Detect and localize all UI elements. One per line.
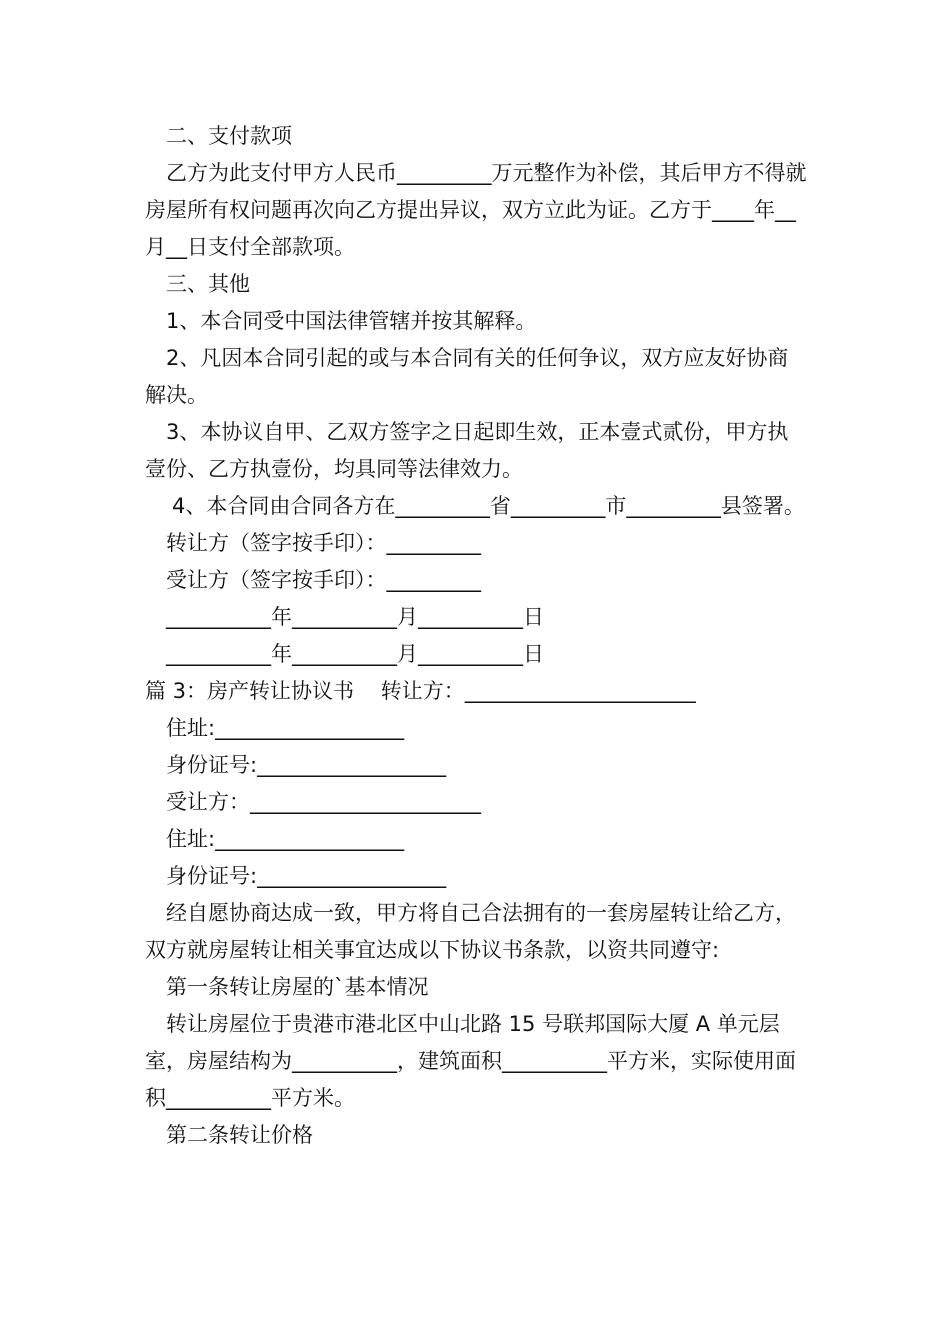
section-title-other: 三、其他 xyxy=(166,272,250,296)
article-1-content: 转让房屋位于贵港市港北区中山北路 15 号联邦国际大厦 A 单元层室，房屋结构为__________，建筑面积__________平方米，实际使用面积__________平方米。 xyxy=(145,1012,796,1110)
transferor-address-line: 住址:__________________ xyxy=(166,716,405,740)
clause-governing-law: 1、本合同受中国法律管辖并按其解释。 xyxy=(166,309,537,333)
clause-signing-place: 4、本合同由合同各方在_________省_________市_________县签署。 xyxy=(172,494,805,518)
transferee-signature-line: 受让方（签字按手印）：_________ xyxy=(166,568,481,592)
transferor-id-line: 身份证号:__________________ xyxy=(166,753,447,777)
document-body xyxy=(145,118,807,1154)
agreement-intro: 经自愿协商达成一致，甲方将自己合法拥有的一套房屋转让给乙方，双方就房屋转让相关事宜达成以下协议书条款，以资共同遵守: xyxy=(145,901,796,962)
clause-dispute-resolution: 2、凡因本合同引起的或与本合同有关的任何争议，双方应友好协商解决。 xyxy=(145,346,789,407)
transferor-signature-line: 转让方（签字按手印）：_________ xyxy=(166,531,481,555)
payment-clause: 乙方为此支付甲方人民币_________万元整作为补偿，其后甲方不得就房屋所有权问题再次向乙方提出异议，双方立此为证。乙方于____年__月__日支付全部款项。 xyxy=(145,161,807,259)
transferee-address-line: 住址:__________________ xyxy=(166,827,405,851)
transferee-line: 受让方：______________________ xyxy=(166,790,481,814)
article-2-title: 第二条转让价格 xyxy=(166,1123,313,1147)
section-title-payment: 二、支付款项 xyxy=(166,124,292,148)
date-line-1: __________年__________月__________日 xyxy=(166,605,544,629)
article-1-title: 第一条转让房屋的`基本情况 xyxy=(166,975,429,999)
part-3-title: 篇 3：房产转让协议书 转让方：______________________ xyxy=(145,679,696,703)
transferee-id-line: 身份证号:__________________ xyxy=(166,864,447,888)
date-line-2: __________年__________月__________日 xyxy=(166,642,544,666)
clause-effectiveness: 3、本协议自甲、乙双方签字之日起即生效，正本壹式贰份，甲方执壹份、乙方执壹份，均具同等法律效力。 xyxy=(145,420,789,481)
